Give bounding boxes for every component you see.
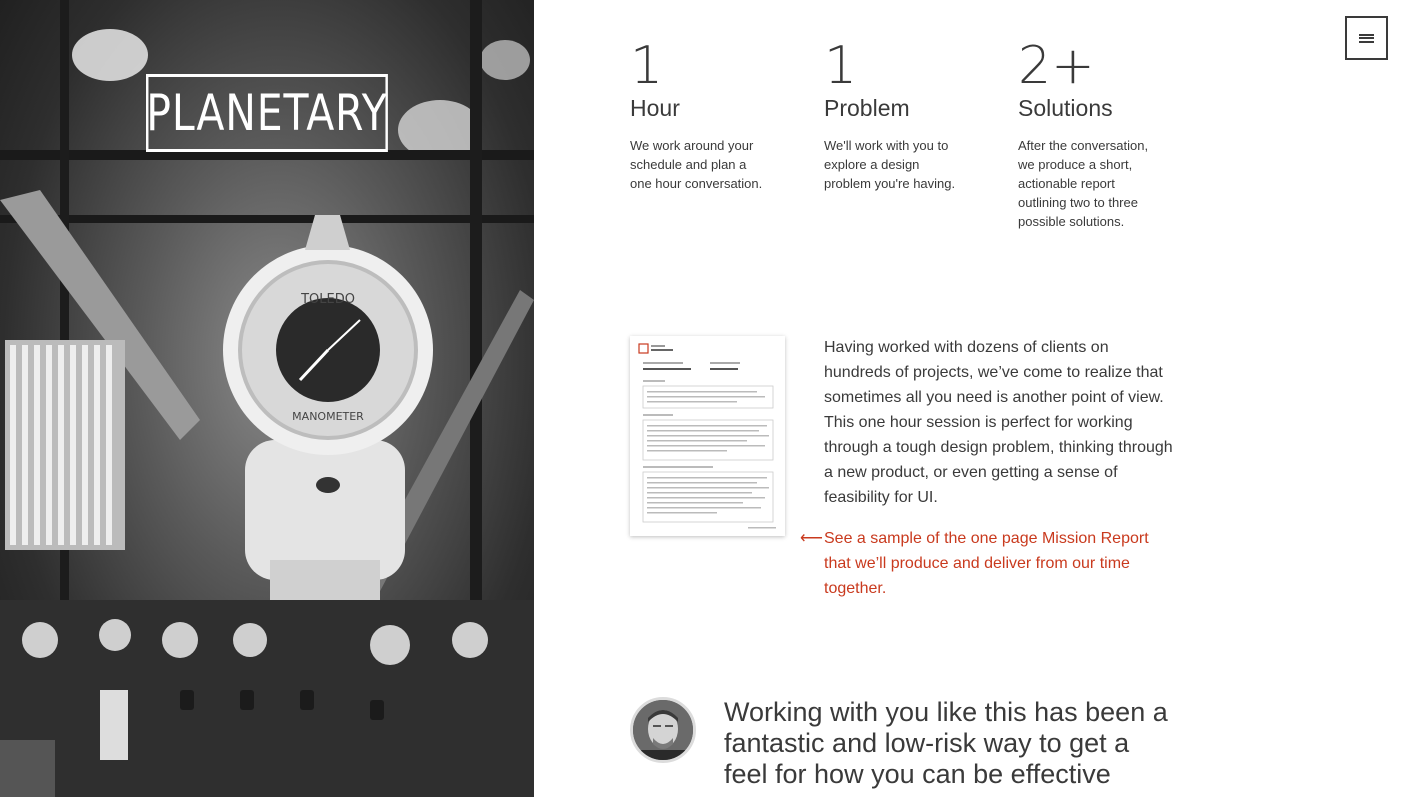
report-preview-image — [630, 336, 785, 536]
stat-hour — [630, 36, 800, 193]
svg-text:MANOMETER: MANOMETER — [292, 410, 364, 423]
stat-problem — [824, 36, 994, 193]
stat-solutions — [1018, 36, 1188, 231]
stat-number: 2+ — [1018, 36, 1095, 96]
stat-description: We'll work with you to explore a design problem you're having. — [824, 138, 956, 191]
stat-number: 1 — [630, 36, 664, 96]
sample-report-link[interactable]: See a sample of the one page Mission Report that we’ll produce and deliver from our time together. — [824, 530, 1149, 597]
hamburger-icon — [1359, 34, 1374, 43]
stat-unit: Solutions — [1018, 95, 1113, 121]
testimonial-quote: Working with you like this has been a fantastic and low-risk way to get a feel for how you can be effective — [724, 697, 1168, 789]
stat-number: 1 — [824, 36, 858, 96]
svg-text:TOLEDO: TOLEDO — [301, 292, 355, 307]
arrow-left-icon: ⟵ — [800, 530, 823, 547]
mission-report-thumbnail[interactable] — [630, 336, 785, 536]
hero-photo — [0, 0, 534, 797]
stat-description: We work around your schedule and plan a one hour conversation. — [630, 138, 763, 191]
menu-button[interactable] — [1345, 16, 1388, 60]
stat-description: After the conversation, we produce a short, actionable report outlining two to three possible solutions. — [1018, 138, 1149, 229]
stat-unit: Problem — [824, 95, 910, 121]
planetary-logo[interactable]: PLANETARY — [146, 74, 388, 152]
avatar-portrait — [633, 700, 693, 760]
report-intro-text: Having worked with dozens of clients on hundreds of projects, we’ve come to realize that sometimes all you need is another point of view. This one hour session is perfect for working through a tough design problem, thinking through a new product, or even getting a sense of feasibility for UI. — [824, 339, 1173, 506]
avatar — [630, 697, 696, 763]
stat-unit: Hour — [630, 95, 680, 121]
